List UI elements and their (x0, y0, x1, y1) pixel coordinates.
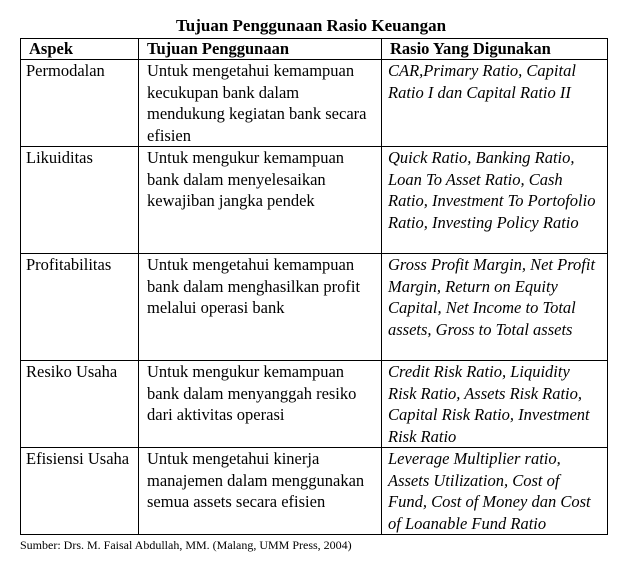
table-row (21, 448, 608, 535)
cell-rasio: Quick Ratio, Banking Ratio, Loan To Asset Ratio, Cash Ratio, Investment To Portofolio Ratio, Investing Policy Ratio (382, 147, 608, 254)
header-tujuan: Tujuan Penggunaan (139, 39, 382, 60)
source-citation: Sumber: Drs. M. Faisal Abdullah, MM. (Malang, UMM Press, 2004) (20, 538, 352, 552)
table-row (21, 254, 608, 361)
financial-ratio-table (20, 38, 608, 535)
cell-rasio: CAR,Primary Ratio, Capital Ratio I dan Capital Ratio II (382, 60, 608, 147)
cell-tujuan: Untuk mengukur kemampuan bank dalam menyanggah resiko dari aktivitas operasi (139, 361, 382, 448)
header-aspek: Aspek (21, 39, 139, 60)
table-title: Tujuan Penggunaan Rasio Keuangan (175, 16, 447, 35)
cell-tujuan: Untuk mengetahui kinerja manajemen dalam menggunakan semua assets secara efisien (139, 448, 382, 535)
cell-tujuan: Untuk mengukur kemampuan bank dalam menyelesaikan kewajiban jangka pendek (139, 147, 382, 254)
cell-rasio: Gross Profit Margin, Net Profit Margin, Return on Equity Capital, Net Income to Total assets, Gross to Total assets (382, 254, 608, 361)
cell-aspek: Profitabilitas (21, 254, 139, 361)
cell-aspek: Resiko Usaha (21, 361, 139, 448)
table-row (21, 60, 608, 147)
cell-aspek: Permodalan (21, 60, 139, 147)
cell-rasio: Leverage Multiplier ratio, Assets Utilization, Cost of Fund, Cost of Money dan Cost of Loanable Fund Ratio (382, 448, 608, 535)
cell-aspek: Efisiensi Usaha (21, 448, 139, 535)
header-rasio: Rasio Yang Digunakan (382, 39, 608, 60)
table-row (21, 147, 608, 254)
cell-aspek: Likuiditas (21, 147, 139, 254)
cell-tujuan: Untuk mengetahui kemampuan bank dalam menghasilkan profit melalui operasi bank (139, 254, 382, 361)
cell-rasio: Credit Risk Ratio, Liquidity Risk Ratio, Assets Risk Ratio, Capital Risk Ratio, Investment Risk Ratio (382, 361, 608, 448)
table-header-row (21, 39, 608, 60)
cell-tujuan: Untuk mengetahui kemampuan kecukupan bank dalam mendukung kegiatan bank secara efisien (139, 60, 382, 147)
table-row (21, 361, 608, 448)
